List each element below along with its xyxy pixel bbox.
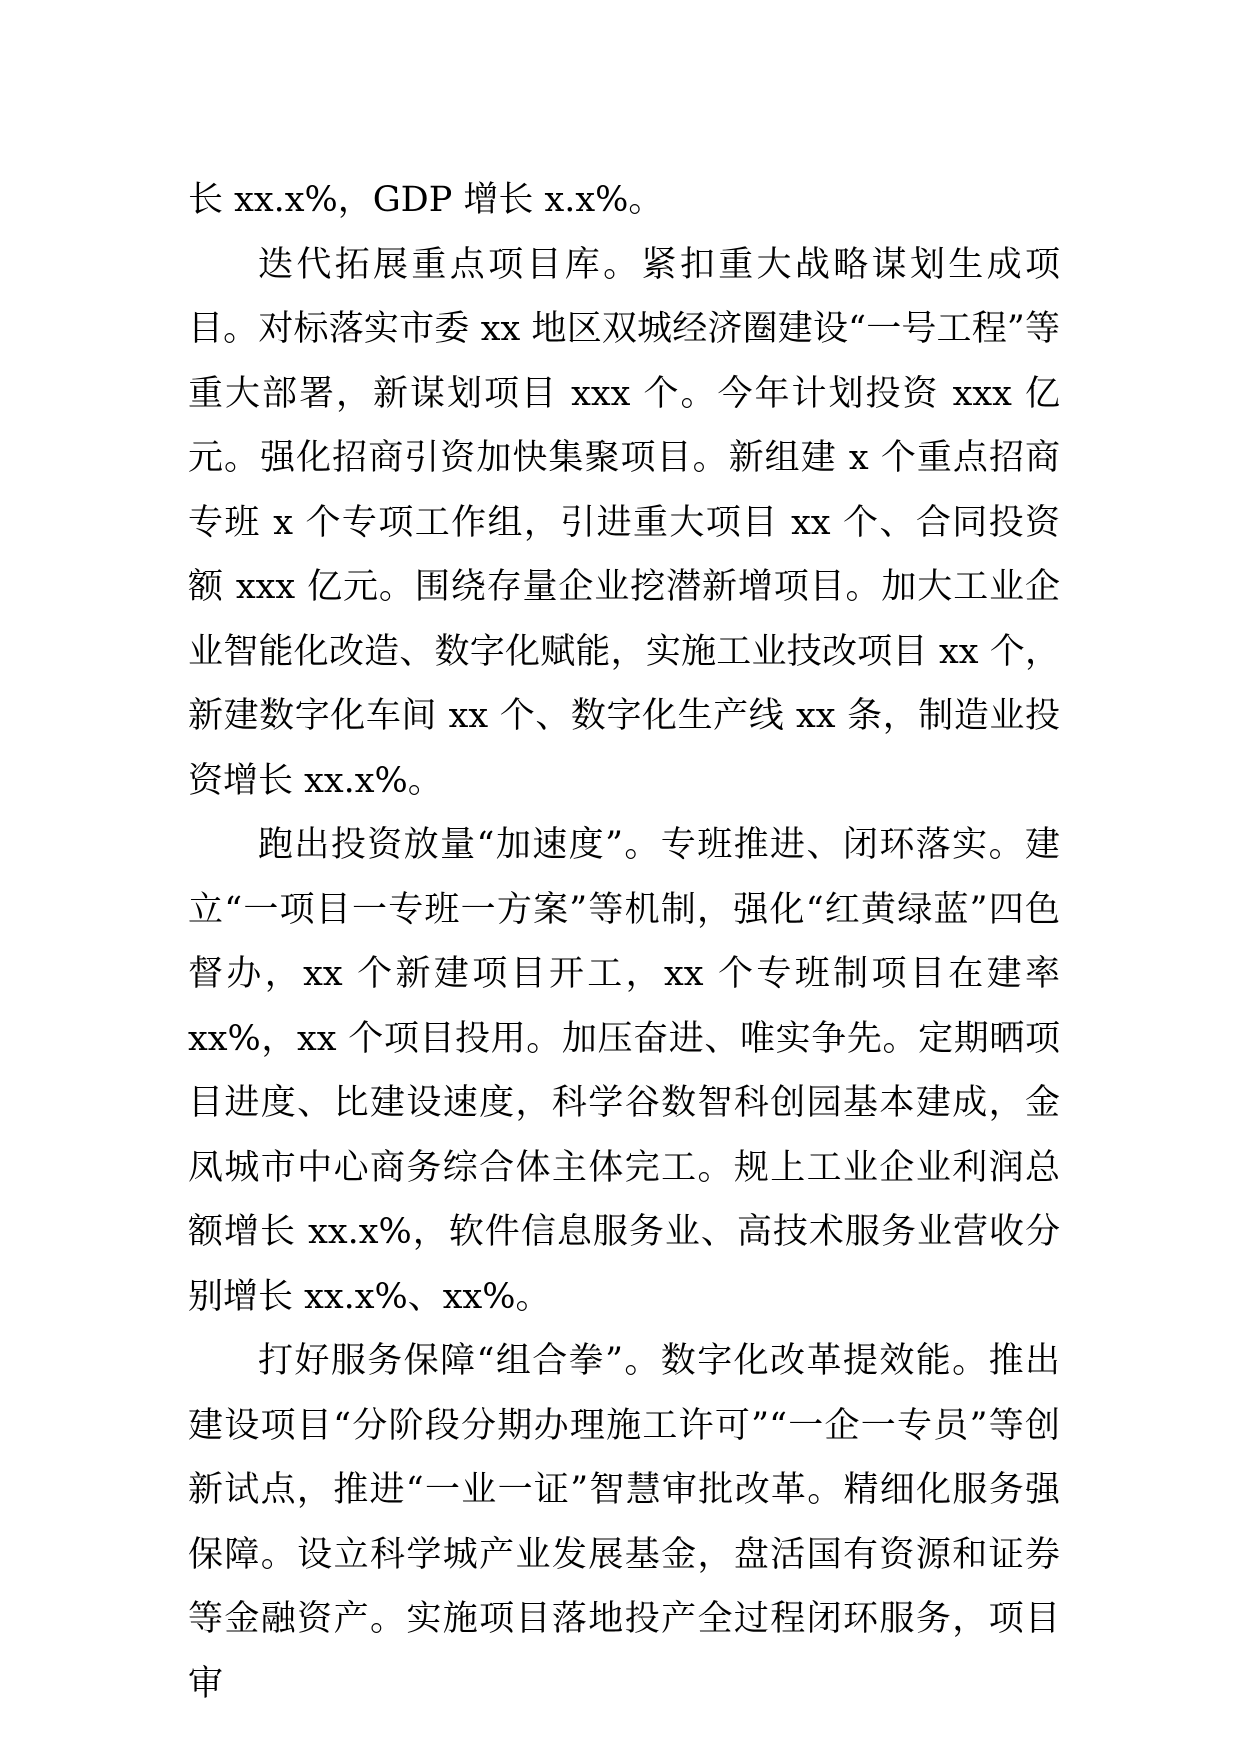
paragraph-continuation: 长 xx.x%，GDP 增长 x.x%。 bbox=[188, 180, 664, 220]
paragraph-project-library: 迭代拓展重点项目库。紧扣重大战略谋划生成项目。对标落实市委 xx 地区双城经济圈建设“一号工程”等重大部署，新谋划项目 xxx 个。今年计划投资 xxx 亿元。强化招商引资加快集聚项目。新组建 x 个重点招商专班 x 个专项工作组，引进重大项目 xx 个、合同投资额 xxx 亿元。围绕存量企业挖潜新增项目。加大工业企业智能化改造、数字化赋能，实施工业技改项目 xx 个，新建数字化车间 xx 个、数字化生产线 xx 条，制造业投资增长 xx.x%。 bbox=[188, 244, 1060, 801]
paragraph-investment-acceleration: 跑出投资放量“加速度”。专班推进、闭环落实。建立“一项目一专班一方案”等机制，强化“红黄绿蓝”四色督办，xx 个新建项目开工，xx 个专班制项目在建率 xx%，xx 个项目投用。加压奋进、唯实争先。定期晒项目进度、比建设速度，科学谷数智科创园基本建成，金凤城市中心商务综合体主体完工。规上工业企业利润总额增长 xx.x%，软件信息服务业、高技术服务业营收分别增长 xx.x%、xx%。 bbox=[188, 825, 1060, 1317]
document-body bbox=[188, 168, 1060, 1716]
paragraph-service-guarantee: 打好服务保障“组合拳”。数字化改革提效能。推出建设项目“分阶段分期办理施工许可”“一企一专员”等创新试点，推进“一业一证”智慧审批改革。精细化服务强保障。设立科学城产业发展基金，盘活国有资源和证券等金融资产。实施项目落地投产全过程闭环服务，项目审 bbox=[188, 1341, 1060, 1704]
